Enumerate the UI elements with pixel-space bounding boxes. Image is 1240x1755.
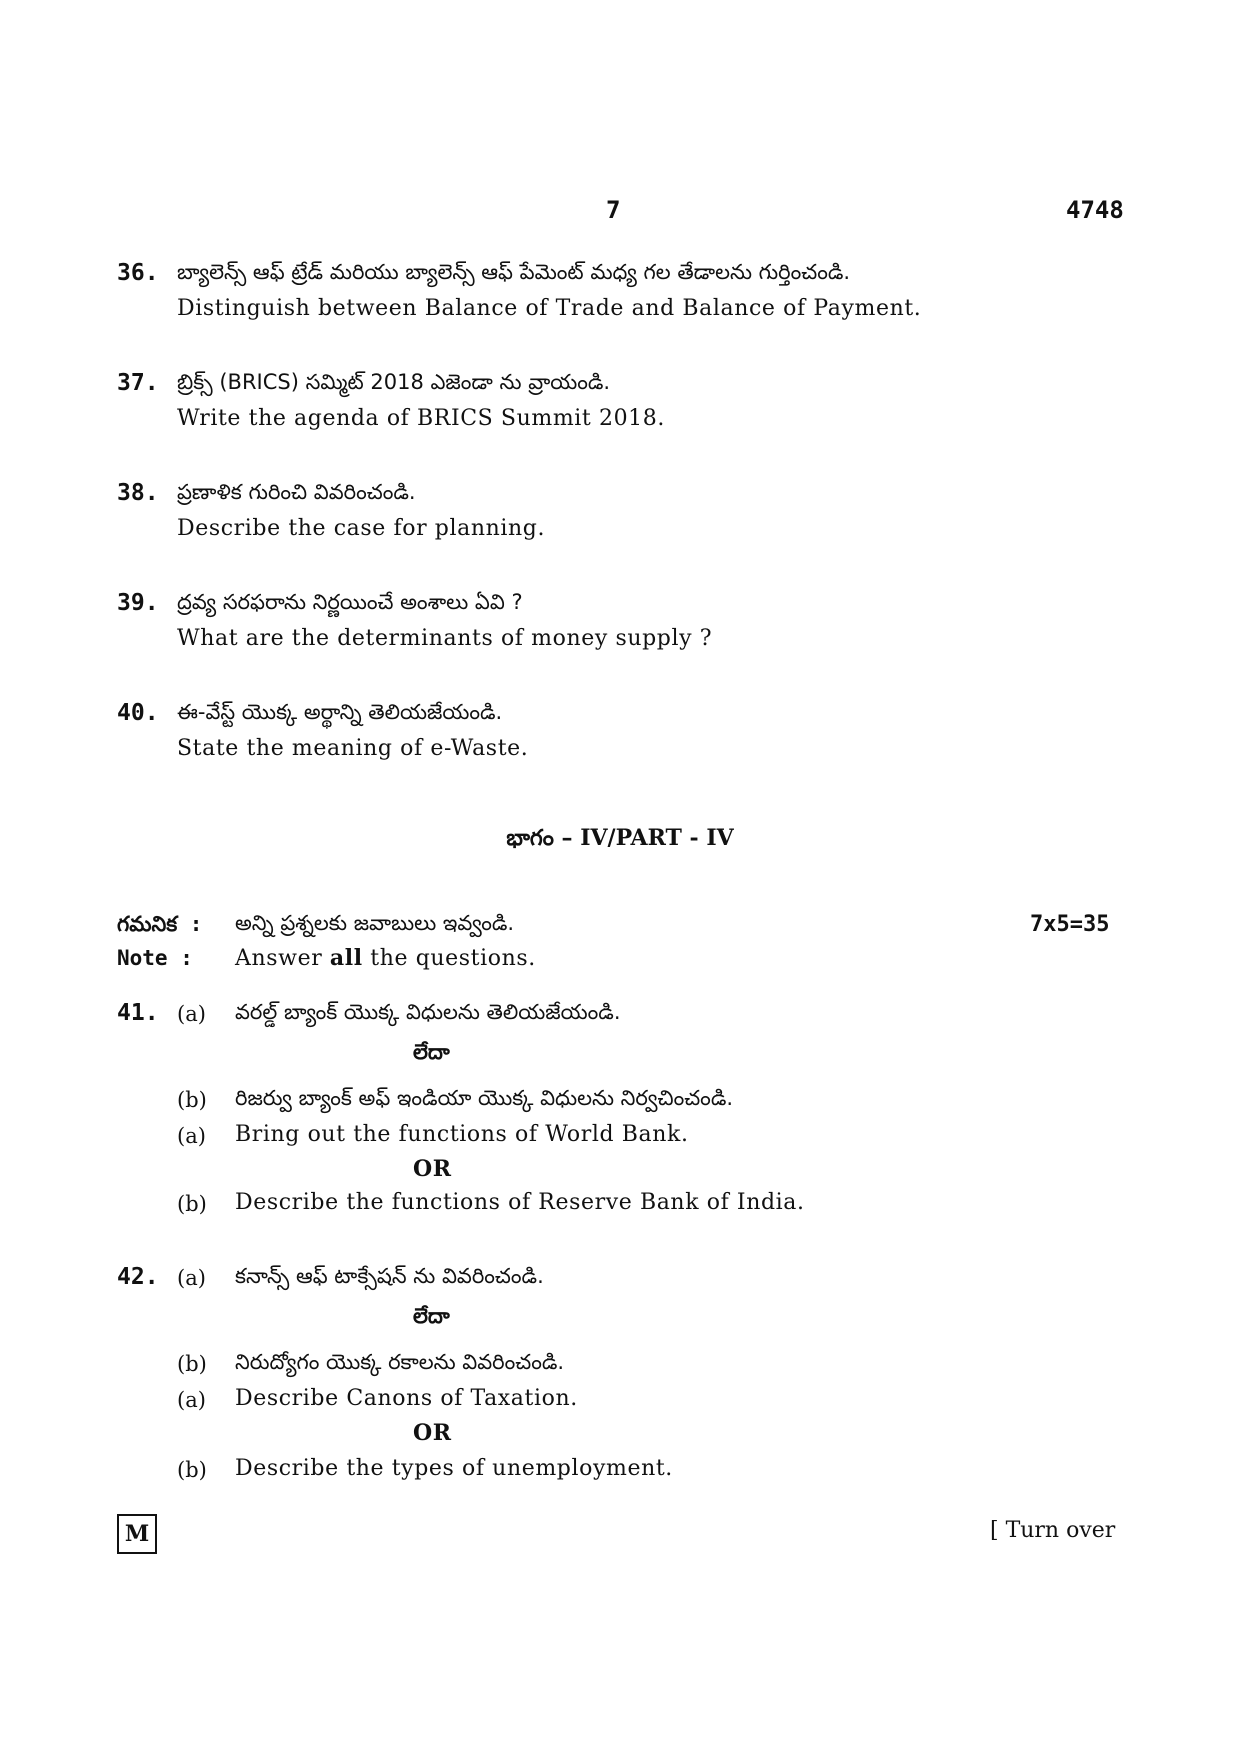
- option-b-label-english: (b): [177, 1458, 207, 1482]
- or-telugu: లేదా: [413, 1040, 450, 1064]
- question-text-telugu: బ్రిక్స్ (BRICS) సమ్మిట్ 2018 ఎజెండా ను వ్రాయండి.: [177, 370, 611, 394]
- note-text-bold: all: [329, 945, 363, 971]
- option-a-english: Describe Canons of Taxation.: [235, 1386, 578, 1411]
- page-marker-box: M: [117, 1514, 157, 1554]
- question-text-telugu: ప్రణాళిక గురించి వివరించండి.: [177, 480, 416, 504]
- question-text-telugu: ఈ-వేస్ట్ యొక్క అర్థాన్ని తెలియజేయండి.: [177, 700, 503, 724]
- question-text-english: Describe the case for planning.: [177, 516, 546, 541]
- question-text-english: What are the determinants of money supply ?: [177, 626, 713, 651]
- paper-code: 4748: [1066, 196, 1124, 224]
- option-b-label-telugu: (b): [177, 1088, 207, 1112]
- question-text-english: Distinguish between Balance of Trade and Balance of Payment.: [177, 296, 922, 321]
- option-b-english: Describe the types of unemployment.: [235, 1456, 673, 1481]
- question-number: 38.: [117, 480, 159, 506]
- note-text-english: [235, 945, 536, 971]
- option-b-label-english: (b): [177, 1192, 207, 1216]
- or-english: OR: [413, 1156, 452, 1182]
- option-b-english: Describe the functions of Reserve Bank of India.: [235, 1190, 805, 1215]
- option-a-telugu: వరల్డ్ బ్యాంక్ యొక్క విధులను తెలియజేయండి.: [235, 1000, 621, 1024]
- question-number: 36.: [117, 260, 159, 286]
- option-a-telugu: కనాన్స్ ఆఫ్ టాక్సేషన్ ను వివరించండి.: [235, 1264, 544, 1288]
- note-label-telugu: గమనిక :: [117, 912, 203, 936]
- or-english: OR: [413, 1420, 452, 1446]
- question-42-number: 42.: [117, 1264, 159, 1290]
- option-a-label-telugu: (a): [177, 1002, 206, 1026]
- question-text-telugu: బ్యాలెన్స్ ఆఫ్ ట్రేడ్ మరియు బ్యాలెన్స్ ఆఫ్ పేమెంట్ మధ్య గల తేడాలను గుర్తించండి.: [177, 260, 851, 284]
- note-text-telugu: అన్ని ప్రశ్నలకు జవాబులు ఇవ్వండి.: [235, 911, 515, 935]
- question-number: 37.: [117, 370, 159, 396]
- option-a-label-english: (a): [177, 1124, 206, 1148]
- option-b-telugu: నిరుద్యోగం యొక్క రకాలను వివరించండి.: [235, 1350, 565, 1374]
- question-number: 39.: [117, 590, 159, 616]
- question-text-english: Write the agenda of BRICS Summit 2018.: [177, 406, 665, 431]
- page-number: 7: [606, 196, 621, 224]
- option-b-label-telugu: (b): [177, 1352, 207, 1376]
- or-telugu: లేదా: [413, 1304, 450, 1328]
- option-a-label-telugu: (a): [177, 1266, 206, 1290]
- option-a-label-english: (a): [177, 1388, 206, 1412]
- option-b-telugu: రిజర్వు బ్యాంక్ అఫ్ ఇండియా యొక్క విధులను నిర్వచించండి.: [235, 1086, 734, 1110]
- question-text-english: State the meaning of e-Waste.: [177, 736, 529, 761]
- question-number: 40.: [117, 700, 159, 726]
- part-title: భాగం – IV/PART - IV: [506, 825, 734, 851]
- note-label-english: Note :: [117, 946, 193, 970]
- marks-allocation: 7x5=35: [1030, 912, 1110, 937]
- note-text-before: Answer: [235, 946, 330, 971]
- question-41-number: 41.: [117, 1000, 159, 1026]
- question-text-telugu: ద్రవ్య సరఫరాను నిర్ణయించే అంశాలు ఏవి ?: [177, 590, 523, 614]
- option-a-english: Bring out the functions of World Bank.: [235, 1122, 689, 1147]
- note-text-after: the questions.: [362, 946, 536, 971]
- turn-over-note: [ Turn over: [990, 1518, 1116, 1543]
